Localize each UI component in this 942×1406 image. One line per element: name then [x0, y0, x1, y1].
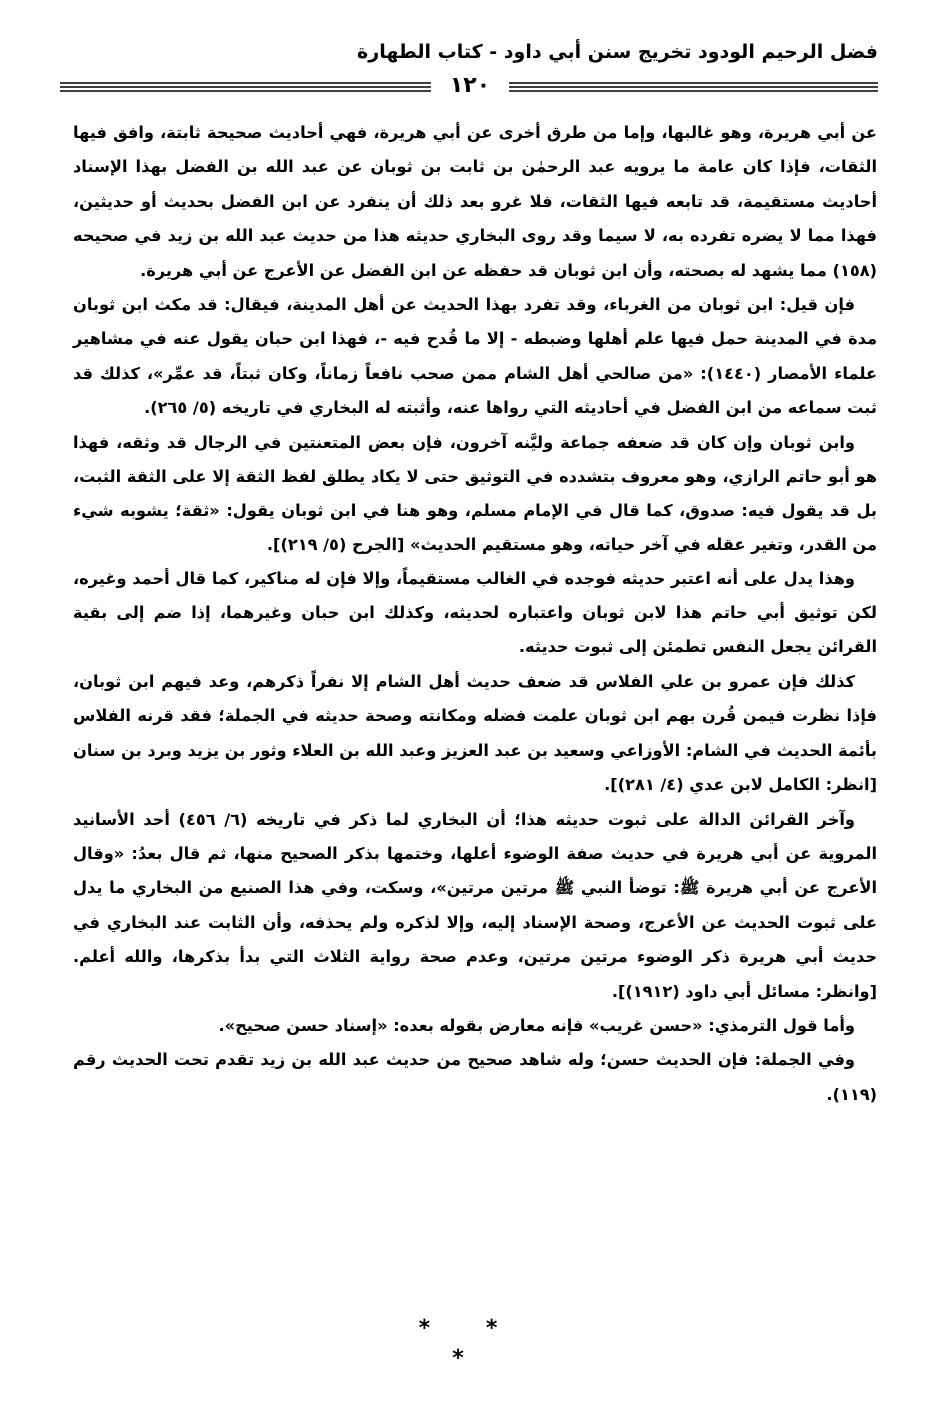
- main-text: [73, 116, 877, 1112]
- paragraph: عن أبي هريرة، وهو غالبها، وإما من طرق أخرى عن أبي هريرة، فهي أحاديث صحيحة ثابتة، وافق فيها الثقات، فإذا كان عامة ما يرويه عبد الرحمٰن بن ثابت بن ثوبان عن عبد الله بن الفضل بهذا الإسناد أحاديث مستقيمة، قد تابعه فيها الثقات، فلا غرو بعد ذلك أن ينفرد عن ابن الفضل بحديث أو حديثين، فهذا مما لا يضره تفرده به، لا سيما وقد روى البخاري حديثه هذا من حديث عبد الله بن زيد في صحيحه (١٥٨) مما يشهد له بصحته، وأن ابن ثوبان قد حفظه عن ابن الفضل عن الأعرج عن أبي هريرة.: [73, 123, 877, 280]
- paragraph: وأما قول الترمذي: «حسن غريب» فإنه معارض بقوله بعده: «إسناد حسن صحيح».: [218, 1015, 855, 1035]
- page-number: ١٢٠: [431, 71, 509, 101]
- paragraph: وهذا يدل على أنه اعتبر حديثه فوجده في الغالب مستقيماً، وإلا فإن له مناكير، كما قال أحمد وغيره، لكن توثيق أبي حاتم هذا لابن ثوبان واعتباره لحديثه، وكذلك ابن حبان وغيرهما، إذا ضم إلى بقية القرائن يجعل النفس تطمئن إلى ثبوت حديثه.: [73, 568, 877, 657]
- section-separator: * * *: [418, 1316, 522, 1371]
- paragraph: فإن قيل: ابن ثوبان من الغرباء، وقد تفرد بهذا الحديث عن أهل المدينة، فيقال: قد مكث ابن ثوبان مدة في المدينة حمل فيها علم أهلها وضبطه - إلا ما قُدح فيه -، فهذا ابن حبان يقول عنه في مشاهير علماء الأمصار (١٤٤٠): «من صالحي أهل الشام ممن صحب نافعاً زماناً، وكان ثبتاً، قد عمِّر»، كذلك قد ثبت سماعه من ابن الفضل في أحاديثه التي رواها عنه، وأثبته له البخاري في تاريخه (٥/ ٢٦٥).: [73, 295, 878, 418]
- paragraph: وفي الجملة: فإن الحديث حسن؛ وله شاهد صحيح من حديث عبد الله بن زيد تقدم تحت الحديث رقم (١١٩).: [73, 1050, 877, 1104]
- paragraph: وآخر القرائن الدالة على ثبوت حديثه هذا؛ أن البخاري لما ذكر في تاريخه (٦/ ٤٥٦) أحد الأسانيد المروية عن أبي هريرة في حديث صفة الوضوء أعلها، وختمها بذكر الصحيح منها، ثم قال بعدُ: «وقال الأعرج عن أبي هريرة ﷺ: توضأ النبي ﷺ مرتين مرتين»، وسكت، وفي هذا الصنيع من البخاري ما يدل على ثبوت الحديث عن الأعرج، وصحة الإسناد إليه، وإلا لذكره ولم يحذفه، وأن الثابت عند البخاري في حديث أبي هريرة ذكر الوضوء مرتين مرتين، وعدم صحة رواية الثلاث التي بدأ بذكرها، والله أعلم. [وانظر: مسائل أبي داود (١٩١٢)].: [73, 809, 877, 1001]
- running-header-title: فضل الرحيم الودود تخريج سنن أبي داود - كتاب الطهارة: [357, 41, 878, 63]
- paragraph: كذلك فإن عمرو بن علي الفلاس قد ضعف حديث أهل الشام إلا نفراً ذكرهم، وعد فيهم ابن ثوبان، فإذا نظرت فيمن قُرن بهم ابن ثوبان علمت فضله ومكانته وصحة حديثه في الجملة؛ فقد قرنه الفلاس بأئمة الحديث في الشام: الأوزاعي وسعيد بن عبد العزيز وعبد الله بن العلاء وثور بن يزيد وبرد بن سنان [انظر: الكامل لابن عدي (٤/ ٢٨١)].: [73, 671, 877, 795]
- paragraph: وابن ثوبان وإن كان قد ضعفه جماعة وليَّنه آخرون، فإن بعض المتعنتين في الرجال قد وثقه، فهذا هو أبو حاتم الرازي، وهو معروف بتشدده في التوثيق حتى لا يكاد يطلق لفظ الثقة إلا على الثقة الثبت، بل قد يقول فيه: صدوق، كما قال في الإمام مسلم، وهو هنا في ابن ثوبان يقول: «ثقة؛ يشوبه شيء من القدر، وتغير عقله في آخر حياته، وهو مستقيم الحديث» [الجرح (٥/ ٢١٩)].: [73, 432, 877, 554]
